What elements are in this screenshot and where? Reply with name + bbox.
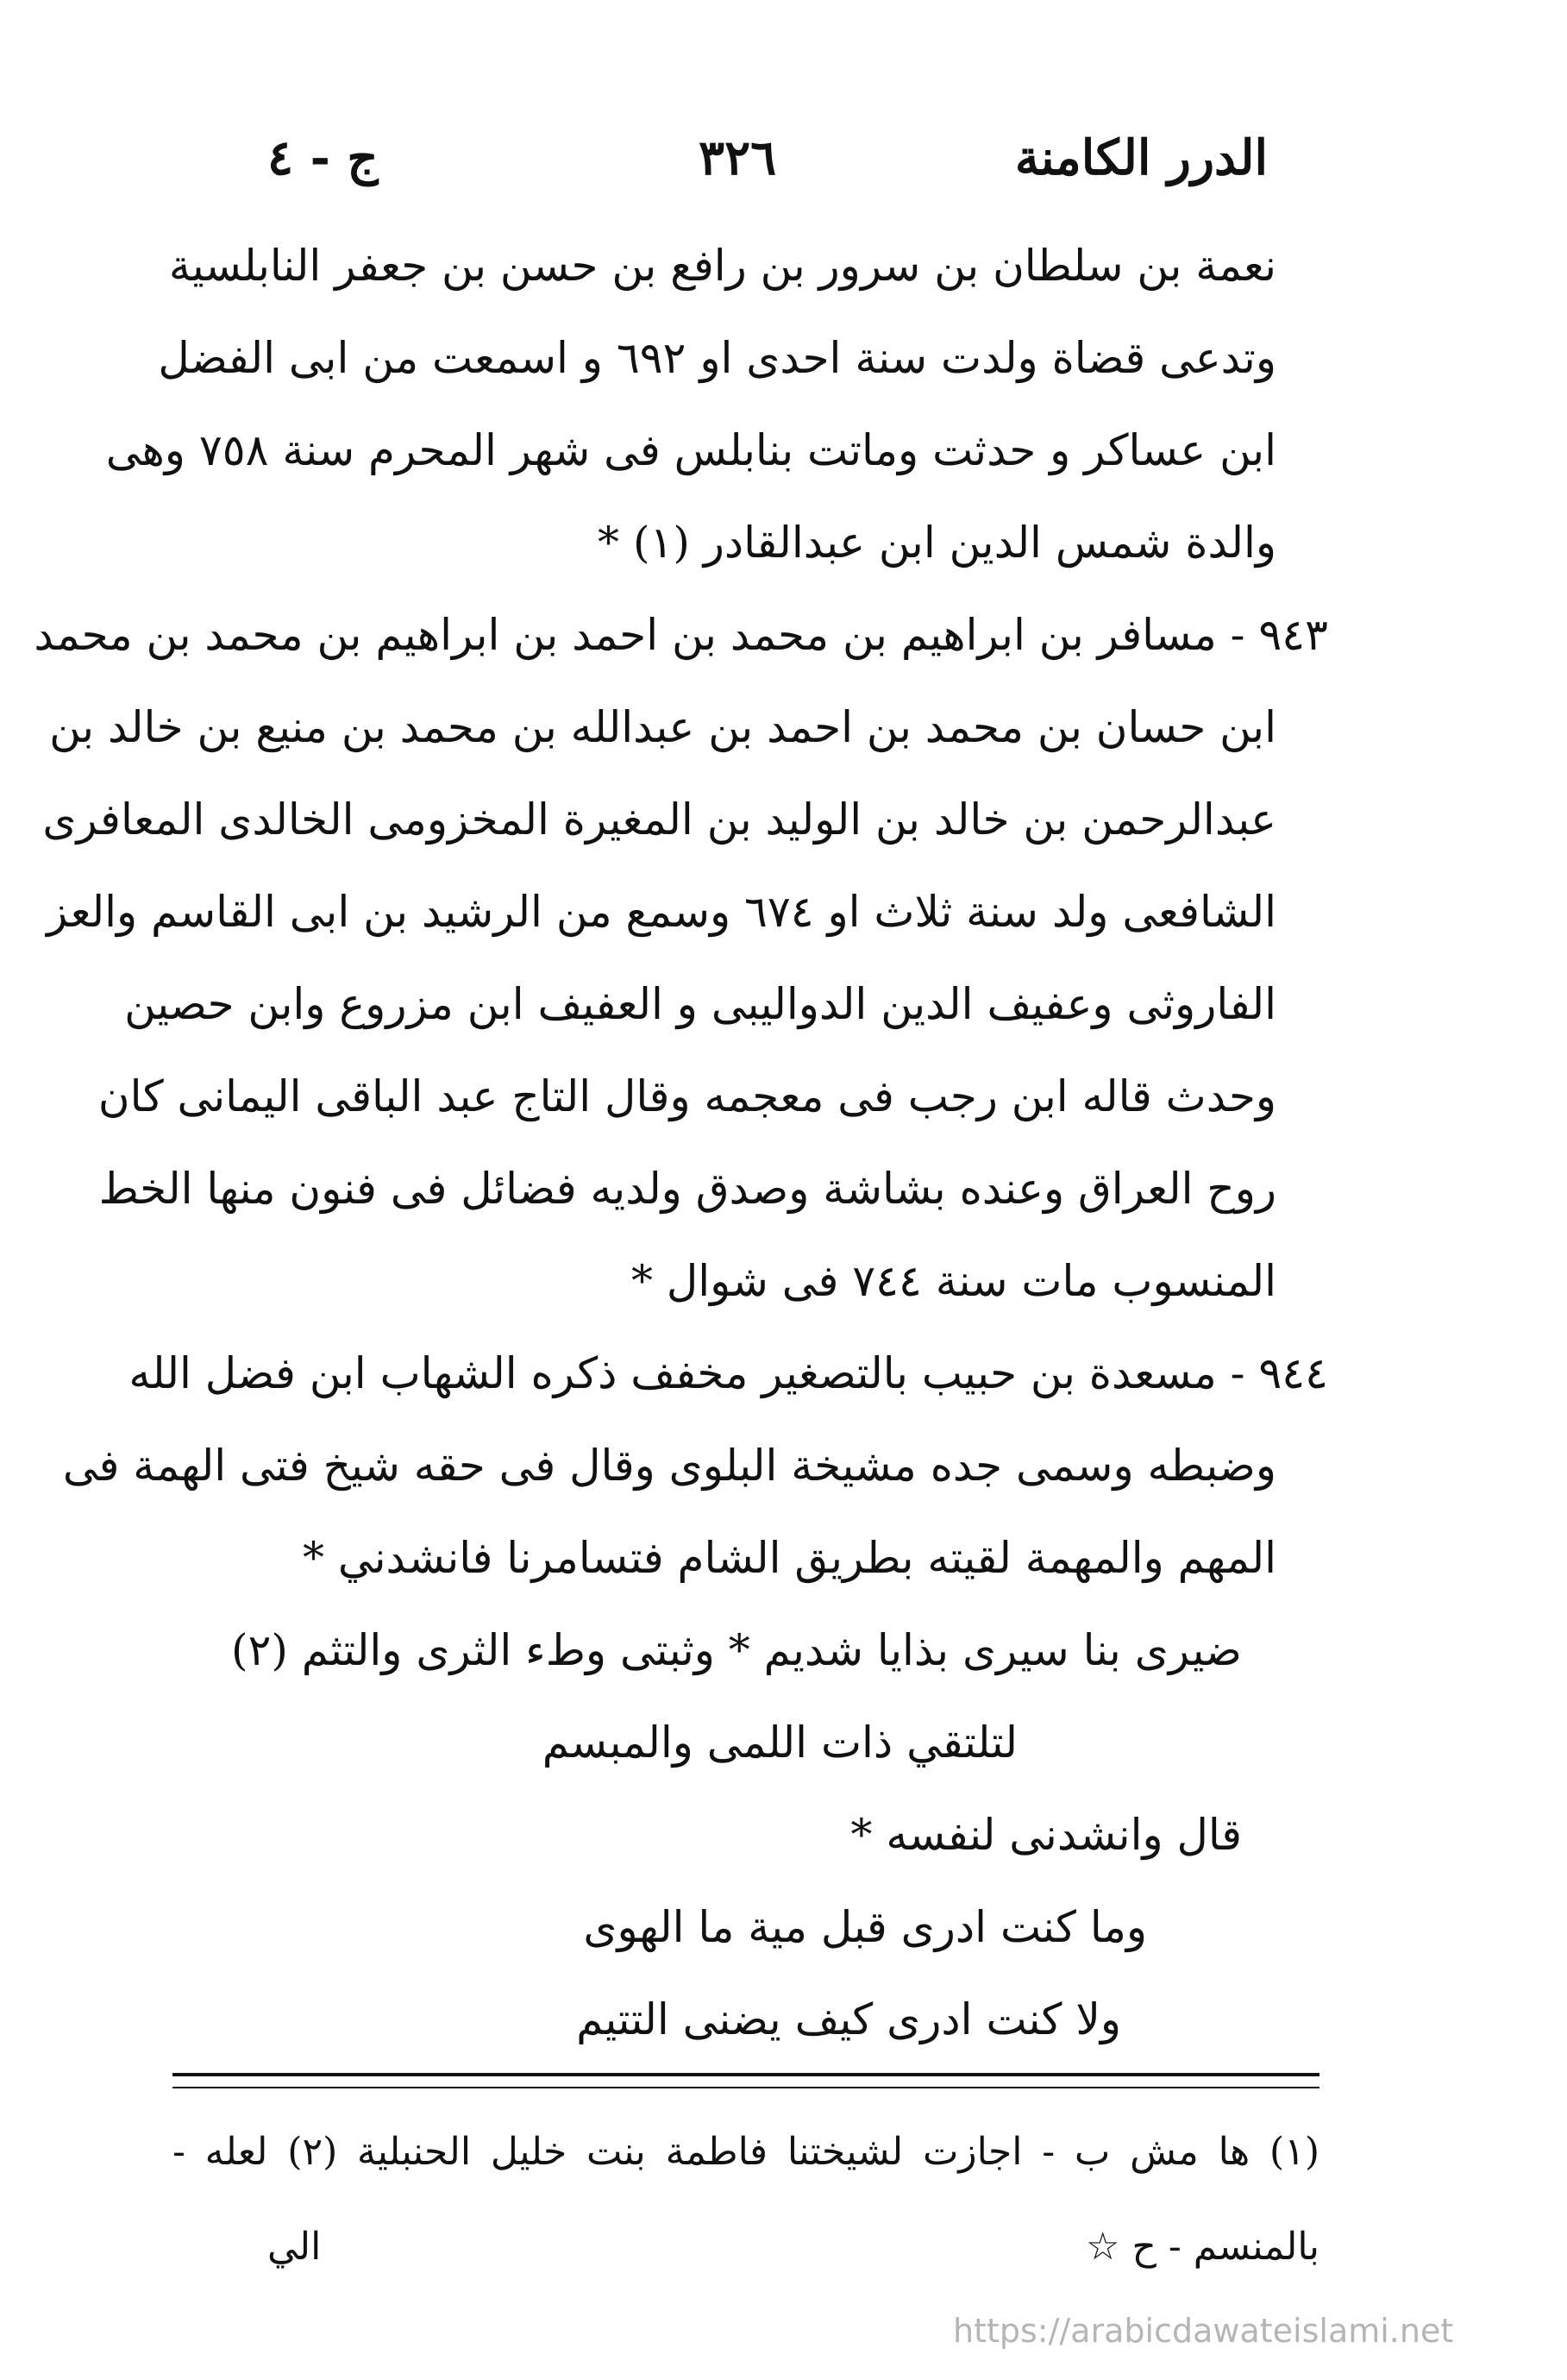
footnote-line: (١) ها مش ب - اجازت لشيختنا فاطمة بنت خليل الحنبلية (٢) لعله - — [172, 2130, 1319, 2174]
entry-943-heading: ٩٤٣ - مسافر بن ابراهيم بن محمد بن احمد بن ابراهيم بن محمد بن محمد — [34, 610, 1328, 660]
verse-line: وما كنت ادرى قبل مية ما الهوى — [583, 1902, 1147, 1952]
text-line: عبدالرحمن بن خالد بن الوليد بن المغيرة المخزومى الخالدى المعافرى — [42, 794, 1276, 845]
verse-line: قال وانشدنى لنفسه * — [850, 1810, 1242, 1860]
catchword: الي — [267, 2225, 322, 2269]
text-line: وتدعى قضاة ولدت سنة احدى او ٦٩٢ و اسمعت من ابى الفضل — [158, 333, 1276, 383]
book-title: الدرر الكامنة — [1014, 129, 1268, 186]
text-line: روح العراق وعنده بشاشة وصدق ولديه فضائل فى فنون منها الخط — [98, 1164, 1276, 1214]
footnote-divider-thin — [172, 2087, 1319, 2088]
main-text — [34, 220, 1328, 2066]
watermark-url: https://arabicdawateislami.net — [953, 2312, 1454, 2350]
footnotes — [172, 2105, 1319, 2295]
text-line: المهم والمهمة لقيته بطريق الشام فتسامرنا فانشدني * — [303, 1533, 1276, 1583]
text-line: ابن حسان بن محمد بن احمد بن عبدالله بن محمد بن منيع بن خالد بن — [49, 702, 1276, 752]
text-line: وحدث قاله ابن رجب فى معجمه وقال التاج عبد الباقى اليمانى كان — [97, 1071, 1276, 1121]
volume-label: ج - ٤ — [267, 129, 379, 186]
text-line: والدة شمس الدين ابن عبدالقادر (١) * — [598, 518, 1276, 568]
verse-line: لتلتقي ذات اللمى والمبسم — [542, 1717, 1018, 1768]
text-line: الشافعى ولد سنة ثلاث او ٦٧٤ وسمع من الرشيد بن ابى القاسم والعز — [47, 887, 1276, 937]
text-line: ابن عساكر و حدثت وماتت بنابلس فى شهر المحرم سنة ٧٥٨ وهى — [105, 425, 1276, 475]
entry-944-heading: ٩٤٤ - مسعدة بن حبيب بالتصغير مخفف ذكره الشهاب ابن فضل الله — [128, 1348, 1328, 1398]
footnote-line — [172, 2200, 1319, 2295]
verse-line: ولا كنت ادرى كيف يضنى التتيم — [576, 1994, 1121, 2044]
text-line: وضبطه وسمى جده مشيخة البلوى وقال فى حقه شيخ فتى الهمة فى — [62, 1441, 1276, 1491]
text-line: المنسوب مات سنة ٧٤٤ فى شوال * — [631, 1256, 1276, 1306]
page-header — [233, 129, 1268, 207]
page-number: ٣٢٦ — [699, 129, 777, 186]
footnote-divider — [172, 2073, 1319, 2076]
verse-line: ضيرى بنا سيرى بذايا شديم * وثبتى وطء الثرى والتثم (٢) — [230, 1625, 1242, 1675]
footnote-text: بالمنسم - ح ☆ — [1086, 2225, 1319, 2269]
text-line: الفاروثى وعفيف الدين الدواليبى و العفيف ابن مزروع وابن حصين — [124, 979, 1276, 1029]
text-line: نعمة بن سلطان بن سرور بن رافع بن حسن بن جعفر النابلسية — [168, 241, 1276, 291]
